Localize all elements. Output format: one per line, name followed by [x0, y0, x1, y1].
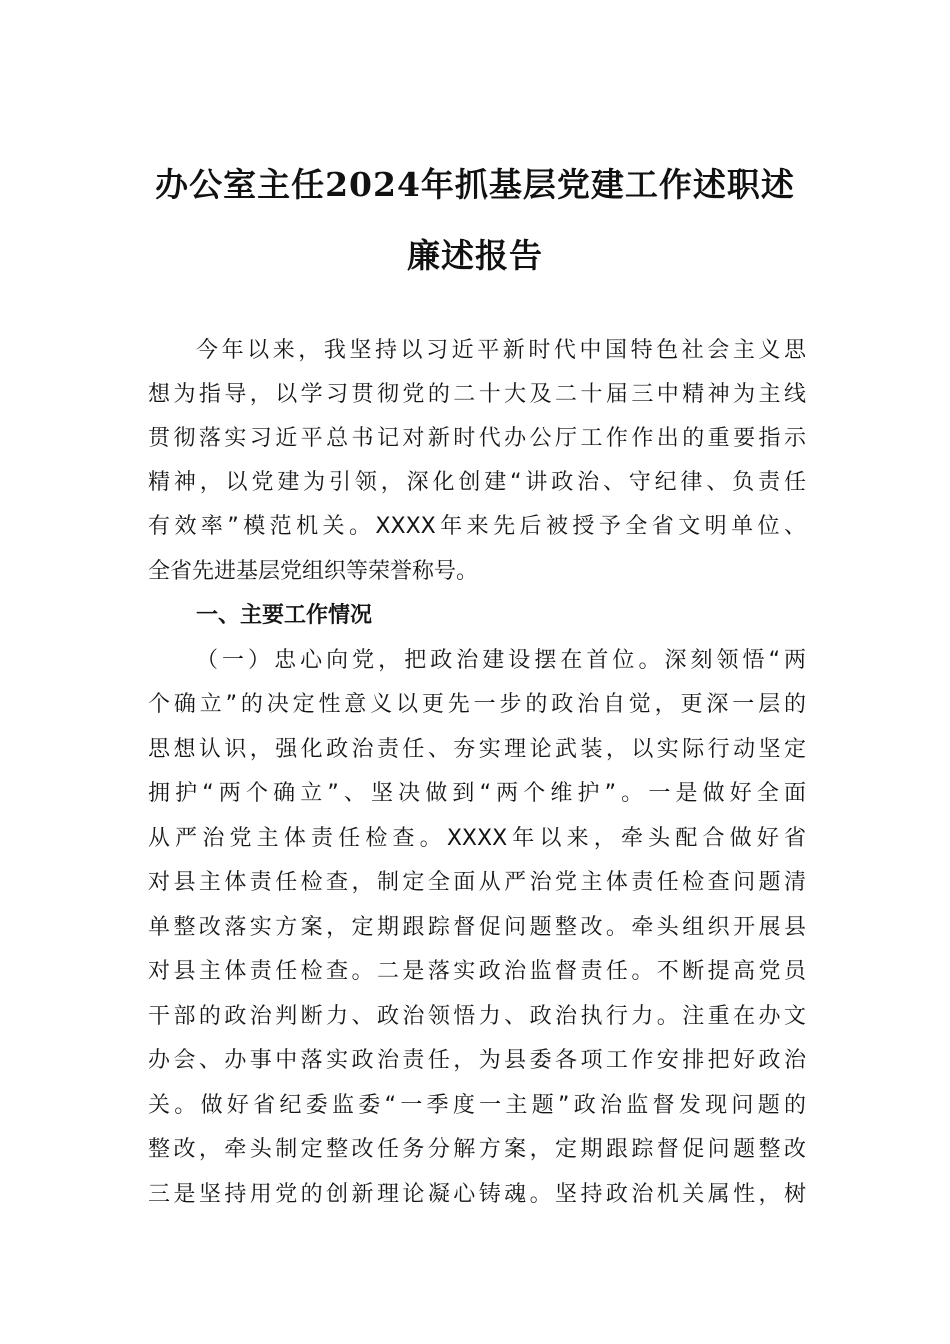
- paragraph-line: 个确立”的决定性意义以更先一步的政治自觉，更深一层的: [148, 692, 806, 717]
- paragraph-line: 拥护“两个确立”、坚决做到“两个维护”。一是做好全面: [148, 781, 806, 806]
- paragraph-line: 全省先进基层党组织等荣誉称号。: [148, 559, 479, 584]
- paragraph-line: 关。做好省纪委监委“一季度一主题”政治监督发现问题的: [148, 1093, 806, 1118]
- document-title-line-2: 廉述报告: [407, 236, 543, 275]
- paragraph-line: 三是坚持用党的创新理论凝心铸魂。坚持政治机关属性，树: [148, 1182, 806, 1207]
- paragraph-line: 想为指导，以学习贯彻党的二十大及二十届三中精神为主线: [148, 382, 806, 407]
- section-heading: 一、主要工作情况: [196, 603, 373, 628]
- document-title-line-1: 办公室主任2024年抓基层党建工作述职述: [155, 165, 795, 204]
- paragraph-line: 今年以来，我坚持以习近平新时代中国特色社会主义思: [196, 338, 806, 363]
- paragraph-line: 精神，以党建为引领，深化创建“讲政治、守纪律、负责任: [148, 470, 806, 495]
- paragraph-line: 思想认识，强化政治责任、夯实理论武装，以实际行动坚定: [148, 737, 806, 762]
- paragraph-line: 有效率”模范机关。XXXX年来先后被授予全省文明单位、: [148, 514, 806, 539]
- paragraph-line: 办会、办事中落实政治责任，为县委各项工作安排把好政治: [148, 1048, 806, 1073]
- paragraph-line: 从严治党主体责任检查。XXXX年以来，牵头配合做好省: [148, 826, 806, 851]
- paragraph-line: （一）忠心向党，把政治建设摆在首位。深刻领悟“两: [196, 648, 806, 673]
- paragraph-line: 单整改落实方案，定期跟踪督促问题整改。牵头组织开展县: [148, 915, 806, 940]
- paragraph-line: 整改，牵头制定整改任务分解方案，定期跟踪督促问题整改: [148, 1137, 806, 1162]
- paragraph-line: 贯彻落实习近平总书记对新时代办公厅工作作出的重要指示: [148, 426, 806, 451]
- paragraph-line: 干部的政治判断力、政治领悟力、政治执行力。注重在办文: [148, 1004, 806, 1029]
- paragraph-line: 对县主体责任检查。二是落实政治监督责任。不断提高党员: [148, 959, 806, 984]
- paragraph-line: 对县主体责任检查，制定全面从严治党主体责任检查问题清: [148, 870, 806, 895]
